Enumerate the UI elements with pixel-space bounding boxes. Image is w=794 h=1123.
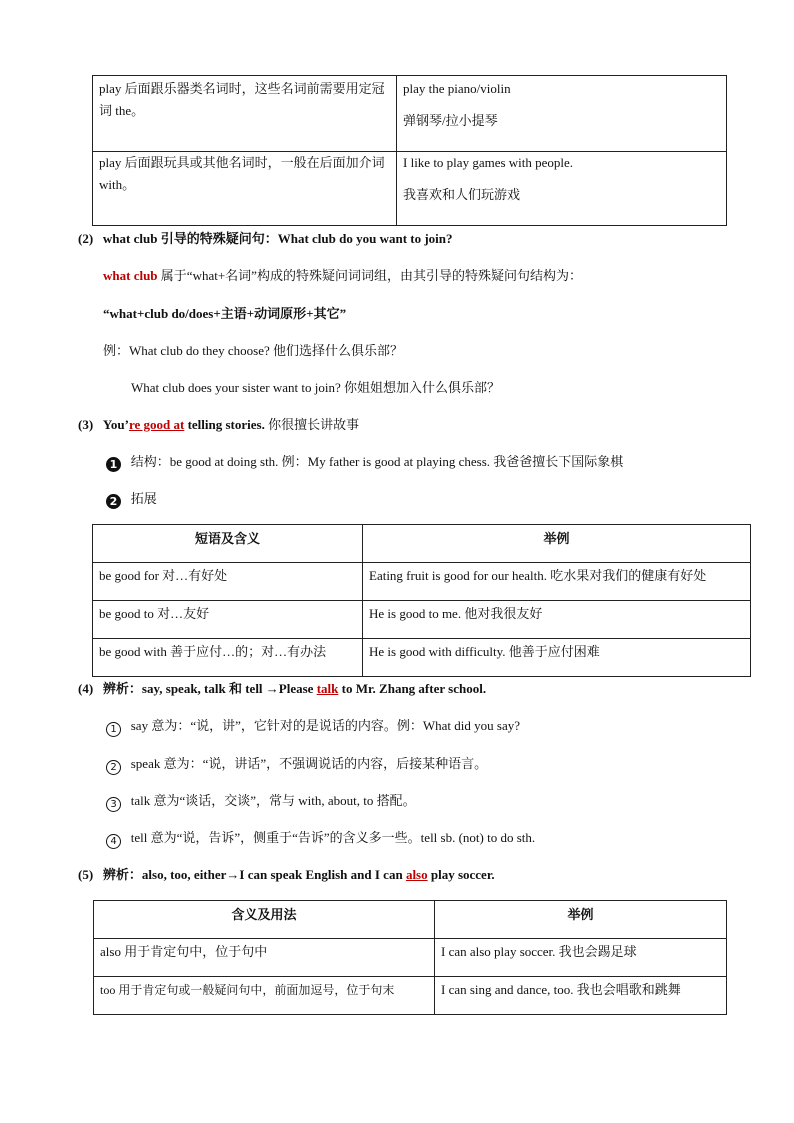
number-badge: 3	[106, 797, 121, 812]
table-row: be good to 对…友好 He is good to me. 他对我很友好	[93, 601, 751, 639]
table-cell: play 后面跟玩具或其他名词时，一般在后面加介词 with。	[99, 155, 385, 192]
play-usage-table	[92, 75, 727, 226]
keyword: what club	[103, 268, 158, 283]
section-2-desc	[103, 267, 582, 285]
list-item: 3 talk 意为“谈话，交谈”，常与 with, about, to 搭配。	[106, 792, 416, 812]
table-row: be good with 善于应付…的；对…有办法 He is good with difficulty. 他善于应付困难	[93, 639, 751, 677]
table-header: 举例	[543, 531, 570, 546]
section-5-title: (5) 辨析：also, too, either→I can speak English and I can also play soccer.	[78, 867, 495, 882]
example-2: What club does your sister want to join? 你姐姐想加入什么俱乐部？	[131, 380, 501, 395]
table-row	[93, 152, 727, 226]
desc-text: 属于“what+名词”构成的特殊疑问词词组，由其引导的特殊疑问句结构为：	[157, 268, 582, 283]
section-number: (3)	[78, 417, 94, 432]
number-badge: 4	[106, 834, 121, 849]
table-cell-en: play the piano/violin	[403, 81, 511, 96]
table-cell-en: I like to play games with people.	[403, 155, 574, 170]
section-number: (2)	[78, 231, 94, 246]
table-cell: play 后面跟乐器类名词时，这些名词前需要用定冠词 the。	[99, 81, 385, 118]
list-item: 4 tell 意为“说，告诉”，侧重于“告诉”的含义多一些。tell sb. (not) to do sth.	[106, 829, 535, 849]
table-header-row	[94, 901, 727, 939]
number-badge: 2	[106, 494, 121, 509]
also-too-table	[93, 900, 727, 1015]
number-badge: 1	[106, 722, 121, 737]
section-2-formula: “what+club do/does+主语+动词原形+其它”	[103, 306, 347, 321]
table-header: 举例	[567, 907, 594, 922]
section-4-title: (4) 辨析：say, speak, talk 和 tell →Please talk to Mr. Zhang after school.	[78, 681, 487, 696]
section-3-item-2: 2 拓展	[106, 490, 157, 509]
section-3-title: (3) You’re good at telling stories. 你很擅长讲故事	[78, 417, 360, 432]
list-item: 1 say 意为：“说，讲”，它针对的是说话的内容。例：What did you say?	[106, 717, 520, 737]
table-row: too 用于肯定句或一般疑问句中，前面加逗号，位于句末 I can sing and dance, too. 我也会唱歌和跳舞	[94, 977, 727, 1015]
table-row: also 用于肯定句中，位于句中 I can also play soccer. 我也会踢足球	[94, 939, 727, 977]
section-number: (4)	[78, 681, 94, 696]
list-item: 2 speak 意为：“说，讲话”，不强调说话的内容，后接某种语言。	[106, 755, 487, 775]
table-cell-cn: 弹钢琴/拉小提琴	[403, 113, 498, 128]
section-number: (5)	[78, 867, 94, 882]
table-header: 短语及含义	[194, 531, 260, 546]
highlight: talk	[316, 681, 339, 696]
highlight: also	[405, 867, 428, 882]
highlight: re good at	[128, 417, 185, 432]
table-row: be good for 对…有好处 Eating fruit is good for our health. 吃水果对我们的健康有好处	[93, 563, 751, 601]
section-title-text: what club 引导的特殊疑问句：What club do you want to join?	[102, 231, 453, 246]
example-1: 例：What club do they choose? 他们选择什么俱乐部？	[103, 343, 404, 358]
table-row	[93, 76, 727, 152]
number-badge: 2	[106, 760, 121, 775]
table-header: 含义及用法	[231, 907, 297, 922]
table-cell-cn: 我喜欢和人们玩游戏	[403, 187, 521, 202]
number-badge: 1	[106, 457, 121, 472]
table-header-row	[93, 525, 751, 563]
be-good-table	[92, 524, 751, 677]
section-2-title	[78, 230, 453, 248]
section-3-item-1: 1 结构：be good at doing sth. 例：My father is good at playing chess. 我爸爸擅长下国际象棋	[106, 453, 623, 472]
